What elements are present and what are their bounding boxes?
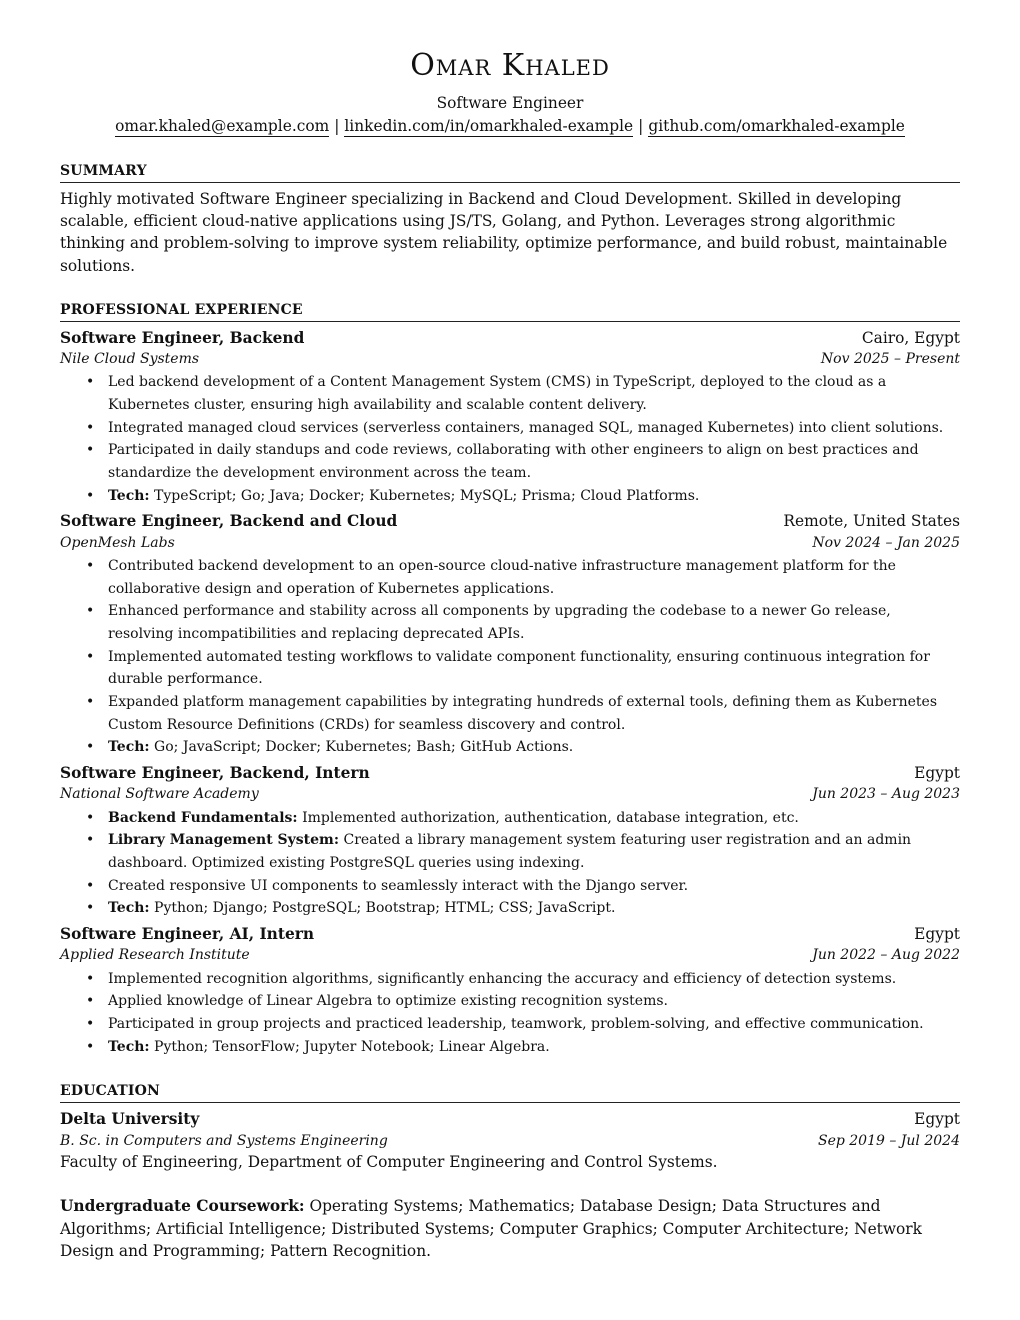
- bullet-item: [60, 1036, 960, 1059]
- bullet-text: Participated in group projects and practiced leadership, teamwork, problem-solving, and effective communication.: [108, 1016, 924, 1033]
- bullet-item: [60, 736, 960, 759]
- job-location: Remote, United States: [783, 512, 960, 531]
- summary-text: Highly motivated Software Engineer specializing in Backend and Cloud Development. Skilled in developing scalable, efficient cloud-native applications using JS/TS, Golang, and Python. Leverages strong algorithmic thinking and problem-solving to improve system reliability, optimize performance, and build robust, maintainable solutions.: [60, 189, 948, 275]
- bullet-label: Tech:: [108, 1038, 150, 1055]
- bullet-item: [60, 371, 960, 416]
- job-entry: [60, 327, 960, 508]
- job-bullets: [60, 555, 960, 759]
- degree: B. Sc. in Computers and Systems Engineering: [60, 1132, 388, 1149]
- bullet-item: [60, 555, 960, 600]
- bullet-icon: •: [86, 558, 95, 575]
- experience-list: [60, 327, 960, 1059]
- bullet-item: [60, 807, 960, 830]
- bullet-text: Applied knowledge of Linear Algebra to optimize existing recognition systems.: [108, 993, 668, 1010]
- bullet-item: [60, 990, 960, 1013]
- job-title: Software Engineer, AI, Intern: [60, 925, 315, 944]
- bullet-text: Python; TensorFlow; Jupyter Notebook; Linear Algebra.: [154, 1038, 550, 1055]
- bullet-text: Enhanced performance and stability across all components by upgrading the codebase to a newer Go release, resolving incompatibilities and replacing deprecated APIs.: [108, 603, 891, 643]
- job-location: Cairo, Egypt: [861, 328, 960, 347]
- bullet-text: Implemented authorization, authentication, database integration, etc.: [302, 809, 799, 826]
- bullet-label: Library Management System:: [108, 832, 340, 849]
- company-name: Applied Research Institute: [60, 947, 250, 964]
- bullet-text: TypeScript; Go; Java; Docker; Kubernetes; MySQL; Prisma; Cloud Platforms.: [154, 487, 700, 504]
- bullet-item: [60, 897, 960, 920]
- education-dates: Sep 2019 – Jul 2024: [817, 1132, 960, 1149]
- coursework-label: Undergraduate Coursework:: [60, 1197, 305, 1216]
- bullet-icon: •: [86, 419, 95, 436]
- bullet-text: Integrated managed cloud services (serverless containers, managed SQL, managed Kubernetes) into client solutions.: [108, 419, 944, 436]
- bullet-item: [60, 875, 960, 898]
- bullet-item: [60, 600, 960, 645]
- job-location: Egypt: [914, 764, 960, 783]
- bullet-item: [60, 829, 960, 874]
- job-dates: Jun 2022 – Aug 2022: [812, 947, 960, 964]
- job-dates: Nov 2025 – Present: [820, 351, 960, 368]
- job-entry: [60, 762, 960, 920]
- job-location: Egypt: [914, 925, 960, 944]
- email-link[interactable]: omar.khaled@example.com: [115, 117, 330, 136]
- bullet-icon: •: [86, 1016, 95, 1033]
- job-title: Software Engineer, Backend and Cloud: [60, 512, 398, 531]
- bullet-text: Created a library management system featuring user registration and an admin dashboard. Optimized existing PostgreSQL queries using indexing.: [108, 832, 912, 872]
- coursework-list: Operating Systems; Mathematics; Database Design; Data Structures and Algorithms; Artificial Intelligence; Distributed Systems; Computer Graphics; Computer Architecture; Network Design and Programming; Pattern Recognition.: [60, 1197, 922, 1260]
- bullet-item: [60, 417, 960, 440]
- candidate-name: Omar Khaled: [410, 48, 610, 83]
- bullet-text: Go; JavaScript; Docker; Kubernetes; Bash; GitHub Actions.: [154, 739, 574, 756]
- job-title: Software Engineer, Backend: [60, 328, 305, 347]
- bullet-text: Python; Django; PostgreSQL; Bootstrap; HTML; CSS; JavaScript.: [154, 900, 616, 917]
- job-entry: [60, 510, 960, 759]
- bullet-icon: •: [86, 648, 95, 665]
- job-dates: Jun 2023 – Aug 2023: [812, 786, 960, 803]
- bullet-item: [60, 439, 960, 484]
- bullet-icon: •: [86, 993, 95, 1010]
- bullet-item: [60, 968, 960, 991]
- bullet-text: Led backend development of a Content Management System (CMS) in TypeScript, deployed to the cloud as a Kubernetes cluster, ensuring high availability and scalable content delivery.: [108, 374, 887, 414]
- company-name: Nile Cloud Systems: [60, 351, 200, 368]
- contact-separator: |: [638, 117, 644, 136]
- bullet-text: Implemented automated testing workflows to validate component functionality, ensuring continuous integration for durable performance.: [108, 648, 930, 688]
- bullet-text: Participated in daily standups and code reviews, collaborating with other engineers to align on best practices and standardize the development environment across the team.: [108, 442, 919, 482]
- resume-page: [60, 48, 960, 1278]
- contact-line: [60, 115, 960, 137]
- bullet-label: Tech:: [108, 900, 150, 917]
- bullet-text: Contributed backend development to an open-source cloud-native infrastructure management platform for the collaborative design and operation of Kubernetes applications.: [108, 558, 896, 597]
- bullet-text: Implemented recognition algorithms, significantly enhancing the accuracy and efficiency of detection systems.: [108, 970, 897, 987]
- coursework: [60, 1195, 960, 1262]
- bullet-icon: •: [86, 970, 95, 987]
- bullet-text: Created responsive UI components to seamlessly interact with the Django server.: [108, 877, 689, 894]
- bullet-text: Expanded platform management capabilities by integrating hundreds of external tools, defining them as Kubernetes Custom Resource Definitions (CRDs) for seamless discovery and control.: [108, 694, 938, 733]
- job-bullets: [60, 968, 960, 1059]
- bullet-icon: •: [86, 739, 95, 756]
- school-location: Egypt: [914, 1110, 960, 1129]
- contact-separator: |: [334, 117, 340, 136]
- bullet-item: [60, 1013, 960, 1036]
- candidate-role: Software Engineer: [436, 94, 584, 112]
- job-entry: [60, 923, 960, 1058]
- bullet-item: [60, 485, 960, 508]
- job-bullets: [60, 807, 960, 920]
- summary-heading: SUMMARY: [60, 162, 960, 183]
- bullet-label: Backend Fundamentals:: [108, 809, 298, 826]
- linkedin-link[interactable]: linkedin.com/in/omarkhaled-example: [344, 117, 634, 136]
- bullet-icon: •: [86, 900, 95, 917]
- company-name: National Software Academy: [60, 786, 259, 803]
- bullet-item: [60, 646, 960, 691]
- bullet-icon: •: [86, 487, 95, 504]
- bullet-icon: •: [86, 442, 95, 459]
- school-name: Delta University: [60, 1110, 200, 1129]
- bullet-item: [60, 691, 960, 736]
- education-heading: EDUCATION: [60, 1082, 960, 1103]
- job-title: Software Engineer, Backend, Intern: [60, 764, 370, 783]
- company-name: OpenMesh Labs: [60, 534, 175, 551]
- github-link[interactable]: github.com/omarkhaled-example: [648, 117, 905, 136]
- bullet-icon: •: [86, 694, 95, 711]
- bullet-icon: •: [86, 374, 95, 391]
- job-bullets: [60, 371, 960, 507]
- bullet-label: Tech:: [108, 487, 150, 504]
- bullet-label: Tech:: [108, 739, 150, 756]
- faculty: Faculty of Engineering, Department of Computer Engineering and Control Systems.: [60, 1152, 718, 1171]
- bullet-icon: •: [86, 809, 95, 826]
- education-entry: [60, 1108, 960, 1262]
- bullet-icon: •: [86, 832, 95, 849]
- bullet-icon: •: [86, 1038, 95, 1055]
- bullet-icon: •: [86, 603, 95, 620]
- experience-heading: PROFESSIONAL EXPERIENCE: [60, 301, 960, 322]
- job-dates: Nov 2024 – Jan 2025: [812, 534, 960, 551]
- bullet-icon: •: [86, 877, 95, 894]
